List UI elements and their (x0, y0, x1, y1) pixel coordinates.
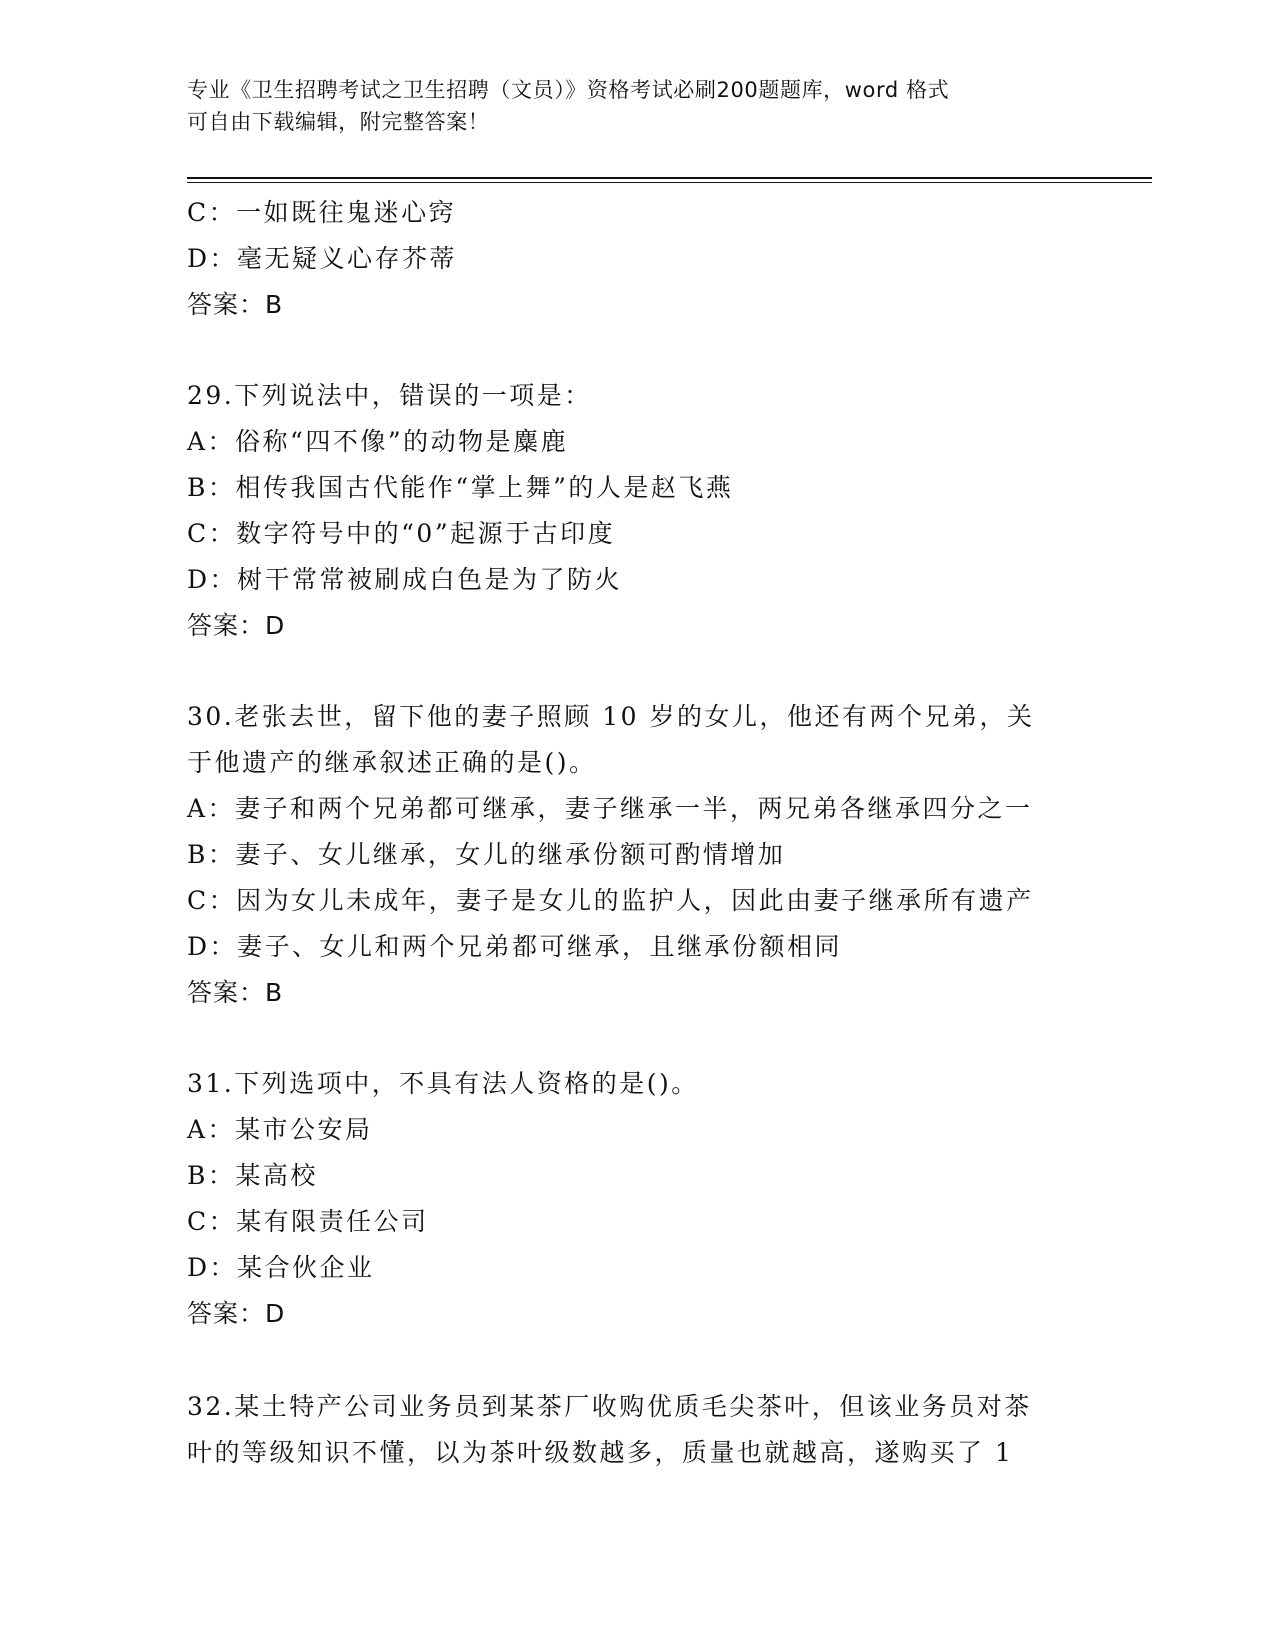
answer-line: 答案：B (187, 290, 284, 319)
question-stem: 30.老张去世，留下他的妻子照顾 10 岁的女儿，他还有两个兄弟，关 (187, 702, 1035, 731)
header-divider-thin (187, 182, 1152, 183)
header-line-2: 可自由下载编辑，附完整答案！ (187, 110, 490, 134)
question-31 (187, 1061, 1087, 1337)
option-d: D：妻子、女儿和两个兄弟都可继承，且继承份额相同 (187, 932, 843, 961)
answer-line: 答案：D (187, 611, 286, 640)
question-32 (187, 1384, 1087, 1476)
document-header (187, 74, 1067, 138)
question-29 (187, 373, 1087, 649)
answer-line: 答案：D (187, 1299, 286, 1328)
answer-line: 答案：B (187, 978, 284, 1007)
option-a: A：某市公安局 (187, 1115, 373, 1144)
option-c: C：某有限责任公司 (187, 1207, 429, 1236)
option-c: C：数字符号中的“0”起源于古印度 (187, 519, 616, 548)
question-list (187, 190, 1087, 1476)
header-divider-thick (187, 177, 1152, 179)
question-stem: 32.某土特产公司业务员到某茶厂收购优质毛尖茶叶，但该业务员对茶 (187, 1392, 1032, 1421)
question-30 (187, 694, 1087, 1016)
option-b: B：某高校 (187, 1161, 318, 1190)
option-d: D：某合伙企业 (187, 1253, 375, 1282)
option-d: D：毫无疑义心存芥蒂 (187, 244, 458, 273)
question-28-tail (187, 190, 1087, 328)
option-c: C：因为女儿未成年，妻子是女儿的监护人，因此由妻子继承所有遗产 (187, 886, 1034, 915)
option-a: A：妻子和两个兄弟都可继承，妻子继承一半，两兄弟各继承四分之一 (187, 794, 1033, 823)
option-c: C：一如既往鬼迷心窍 (187, 198, 457, 227)
option-b: B：相传我国古代能作“掌上舞”的人是赵飞燕 (187, 473, 734, 502)
option-b: B：妻子、女儿继承，女儿的继承份额可酌情增加 (187, 840, 786, 869)
question-stem-cont: 于他遗产的继承叙述正确的是()。 (187, 748, 597, 777)
option-d: D：树干常常被刷成白色是为了防火 (187, 565, 623, 594)
question-stem: 29.下列说法中，错误的一项是： (187, 381, 592, 410)
option-a: A：俗称“四不像”的动物是麋鹿 (187, 427, 569, 456)
question-stem: 31.下列选项中，不具有法人资格的是()。 (187, 1069, 699, 1098)
header-line-1: 专业《卫生招聘考试之卫生招聘（文员）》资格考试必刷200题题库，word 格式 (187, 78, 950, 102)
question-stem-cont: 叶的等级知识不懂，以为茶叶级数越多，质量也就越高，遂购买了 1 (187, 1438, 1014, 1467)
